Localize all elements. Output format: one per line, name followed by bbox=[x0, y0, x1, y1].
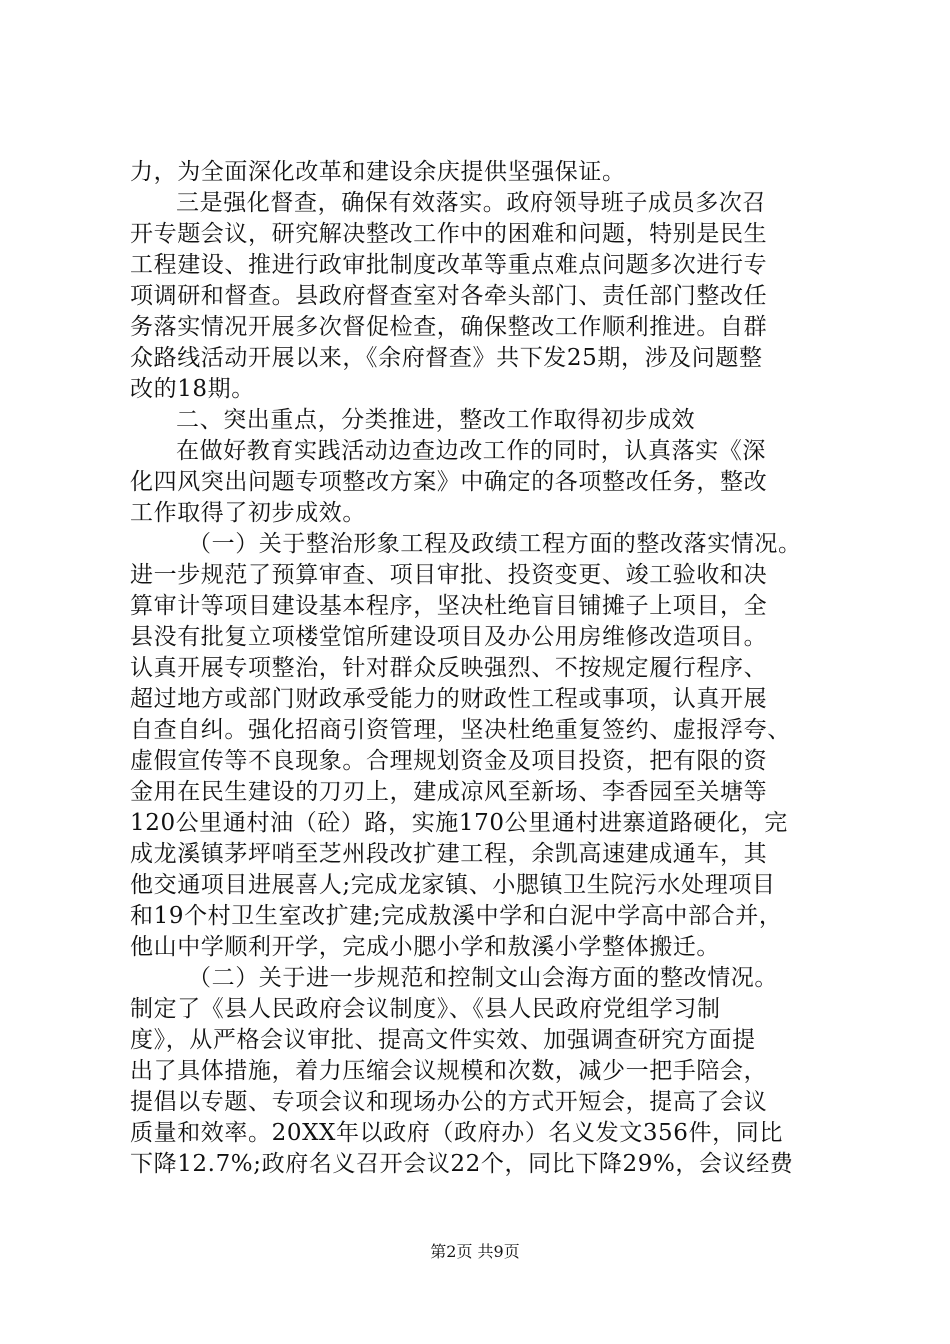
text-line: 工程建设、推进行政审批制度改革等重点难点问题多次进行专 bbox=[130, 252, 768, 278]
text-line: 力，为全面深化改革和建设余庆提供坚强保证。 bbox=[130, 159, 626, 185]
section-heading: 二、突出重点，分类推进，整改工作取得初步成效 bbox=[176, 407, 696, 433]
document-body bbox=[130, 157, 830, 1180]
text-line: 算审计等项目建设基本程序，坚决杜绝盲目铺摊子上项目，全 bbox=[130, 593, 768, 619]
text-line: 超过地方或部门财政承受能力的财政性工程或事项，认真开展 bbox=[130, 686, 768, 712]
text-line: 他山中学顺利开学，完成小腮小学和敖溪小学整体搬迁。 bbox=[130, 934, 720, 960]
text-line: 县没有批复立项楼堂馆所建设项目及办公用房维修改造项目。 bbox=[130, 624, 768, 650]
text-line: 自查自纠。强化招商引资管理，坚决杜绝重复签约、虚报浮夸、 bbox=[130, 717, 791, 743]
page-number: 第2页 共9页 bbox=[430, 1242, 520, 1261]
subsection-heading: （一）关于整治形象工程及政绩工程方面的整改落实情况。 bbox=[188, 531, 802, 557]
text-line: 度》，从严格会议审批、提高文件实效、加强调查研究方面提 bbox=[130, 1027, 756, 1053]
text-line: 制定了《县人民政府会议制度》、《县人民政府党组学习制 bbox=[130, 996, 721, 1022]
text-line: 改的18期。 bbox=[130, 376, 255, 402]
text-line: 务落实情况开展多次督促检查，确保整改工作顺利推进。自群 bbox=[130, 314, 768, 340]
text-line: 化四风突出问题专项整改方案》中确定的各项整改任务，整改 bbox=[130, 469, 768, 495]
text-line: 提倡以专题、专项会议和现场办公的方式开短会，提高了会议 bbox=[130, 1089, 768, 1115]
text-line: 认真开展专项整治，针对群众反映强烈、不按规定履行程序、 bbox=[130, 655, 768, 681]
text-line: 项调研和督查。县政府督查室对各牵头部门、责任部门整改任 bbox=[130, 283, 768, 309]
text-line: 下降12.7%;政府名义召开会议22个，同比下降29%，会议经费 bbox=[130, 1151, 794, 1177]
text-line: 工作取得了初步成效。 bbox=[130, 500, 366, 526]
text-line: 质量和效率。20XX年以政府（政府办）名义发文356件，同比 bbox=[130, 1120, 783, 1146]
text-line: 120公里通村油（砼）路，实施170公里通村进寨道路硬化，完 bbox=[130, 810, 788, 836]
text-line: 成龙溪镇茅坪哨至芝州段改扩建工程，余凯高速建成通车，其 bbox=[130, 841, 768, 867]
text-line: 三是强化督查，确保有效落实。政府领导班子成员多次召 bbox=[176, 190, 766, 216]
text-line: 虚假宣传等不良现象。合理规划资金及项目投资，把有限的资 bbox=[130, 748, 768, 774]
text-line: 和19个村卫生室改扩建;完成敖溪中学和白泥中学高中部合并， bbox=[130, 903, 783, 929]
text-line: 金用在民生建设的刀刃上，建成凉风至新场、李香园至关塘等 bbox=[130, 779, 768, 805]
text-line: 出了具体措施，着力压缩会议规模和次数，减少一把手陪会， bbox=[130, 1058, 768, 1084]
text-line: 开专题会议，研究解决整改工作中的困难和问题，特别是民生 bbox=[130, 221, 768, 247]
text-line: 他交通项目进展喜人;完成龙家镇、小腮镇卫生院污水处理项目 bbox=[130, 872, 776, 898]
text-line: 众路线活动开展以来，《余府督查》共下发25期，涉及问题整 bbox=[130, 345, 763, 371]
subsection-heading: （二）关于进一步规范和控制文山会海方面的整改情况。 bbox=[188, 965, 778, 991]
text-line: 进一步规范了预算审查、项目审批、投资变更、竣工验收和决 bbox=[130, 562, 768, 588]
text-line: 在做好教育实践活动边查边改工作的同时，认真落实《深 bbox=[176, 438, 766, 464]
